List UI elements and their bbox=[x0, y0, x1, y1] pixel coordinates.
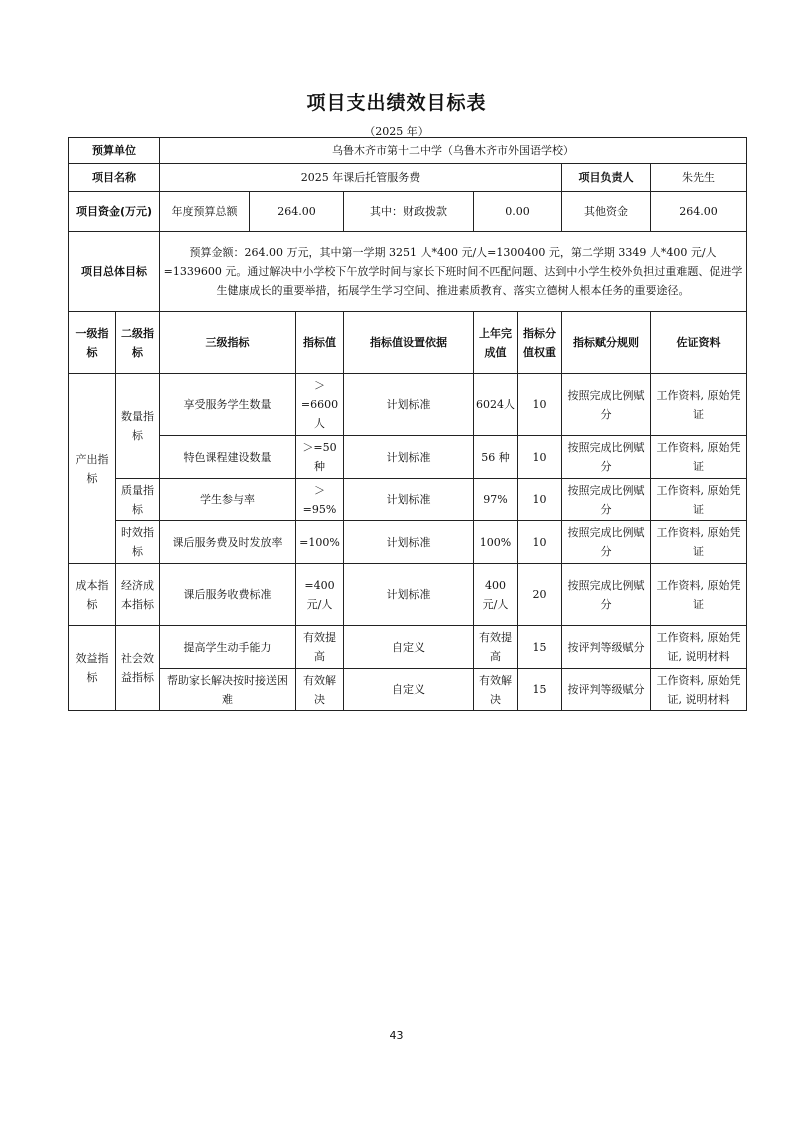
page-number: 43 bbox=[389, 1029, 404, 1042]
indicator-weight: 10 bbox=[518, 521, 562, 564]
header-basis: 指标值设置依据 bbox=[344, 312, 474, 374]
indicator-weight: 10 bbox=[518, 436, 562, 479]
budget-unit-row bbox=[69, 138, 747, 164]
header-level1: 一级指标 bbox=[69, 312, 116, 374]
project-name-row bbox=[69, 164, 747, 192]
group-quality: 质量指标 bbox=[116, 479, 160, 521]
budget-unit-value: 乌鲁木齐市第十二中学（乌鲁木齐市外国语学校） bbox=[160, 138, 747, 164]
indicator-basis: 自定义 bbox=[344, 626, 474, 669]
table-row bbox=[69, 626, 747, 669]
group-economic-cost: 经济成本指标 bbox=[116, 564, 160, 626]
table-row bbox=[69, 564, 747, 626]
indicator-weight: 10 bbox=[518, 374, 562, 436]
indicator-rule: 按照完成比例赋分 bbox=[562, 479, 651, 521]
header-last-year: 上年完成值 bbox=[474, 312, 518, 374]
indicator-weight: 15 bbox=[518, 626, 562, 669]
table-row bbox=[69, 374, 747, 436]
indicator-rule: 按照完成比例赋分 bbox=[562, 521, 651, 564]
project-owner-value: 朱先生 bbox=[651, 164, 747, 192]
page-title: 项目支出绩效目标表 bbox=[306, 92, 487, 114]
fiscal-label: 其中：财政拨款 bbox=[344, 192, 474, 232]
indicator-name: 提高学生动手能力 bbox=[160, 626, 296, 669]
table-row bbox=[69, 479, 747, 521]
table-row bbox=[69, 436, 747, 479]
group-output: 产出指标 bbox=[69, 374, 116, 564]
indicator-basis: 计划标准 bbox=[344, 479, 474, 521]
indicator-basis: 计划标准 bbox=[344, 436, 474, 479]
project-name-label: 项目名称 bbox=[69, 164, 160, 192]
indicator-name: 课后服务费及时发放率 bbox=[160, 521, 296, 564]
indicator-evidence: 工作资料, 原始凭证, 说明材料 bbox=[651, 626, 747, 669]
indicator-rule: 按评判等级赋分 bbox=[562, 626, 651, 669]
indicator-rule: 按照完成比例赋分 bbox=[562, 564, 651, 626]
indicator-evidence: 工作资料, 原始凭证 bbox=[651, 374, 747, 436]
indicator-last-year: 56 种 bbox=[474, 436, 518, 479]
overall-goal-row bbox=[69, 232, 747, 312]
indicator-value: ＞=6600人 bbox=[296, 374, 344, 436]
project-name-value: 2025 年课后托管服务费 bbox=[160, 164, 562, 192]
indicator-last-year: 有效解决 bbox=[474, 669, 518, 711]
group-cost: 成本指标 bbox=[69, 564, 116, 626]
indicator-last-year: 6024人 bbox=[474, 374, 518, 436]
table-row bbox=[69, 521, 747, 564]
header-level2: 二级指标 bbox=[116, 312, 160, 374]
indicator-value: =100% bbox=[296, 521, 344, 564]
fiscal-value: 0.00 bbox=[474, 192, 562, 232]
header-level3: 三级指标 bbox=[160, 312, 296, 374]
indicator-last-year: 100% bbox=[474, 521, 518, 564]
indicator-basis: 计划标准 bbox=[344, 374, 474, 436]
annual-total-value: 264.00 bbox=[250, 192, 344, 232]
indicator-evidence: 工作资料, 原始凭证 bbox=[651, 564, 747, 626]
indicator-name: 学生参与率 bbox=[160, 479, 296, 521]
header-value: 指标值 bbox=[296, 312, 344, 374]
group-benefit: 效益指标 bbox=[69, 626, 116, 711]
indicator-rule: 按照完成比例赋分 bbox=[562, 436, 651, 479]
group-quantity: 数量指标 bbox=[116, 374, 160, 479]
overall-goal-label: 项目总体目标 bbox=[69, 232, 160, 312]
indicator-value: 有效解决 bbox=[296, 669, 344, 711]
funds-label: 项目资金(万元) bbox=[69, 192, 160, 232]
year-label: （2025 年） bbox=[364, 125, 429, 138]
indicator-evidence: 工作资料, 原始凭证 bbox=[651, 436, 747, 479]
performance-table bbox=[68, 137, 747, 711]
indicator-last-year: 400 元/人 bbox=[474, 564, 518, 626]
indicator-weight: 20 bbox=[518, 564, 562, 626]
other-value: 264.00 bbox=[651, 192, 747, 232]
budget-unit-label: 预算单位 bbox=[69, 138, 160, 164]
indicator-basis: 自定义 bbox=[344, 669, 474, 711]
indicator-value: ＞=95% bbox=[296, 479, 344, 521]
table-row bbox=[69, 669, 747, 711]
indicator-rule: 按照完成比例赋分 bbox=[562, 374, 651, 436]
indicator-name: 享受服务学生数量 bbox=[160, 374, 296, 436]
indicator-value: =400元/人 bbox=[296, 564, 344, 626]
other-label: 其他资金 bbox=[562, 192, 651, 232]
indicator-last-year: 97% bbox=[474, 479, 518, 521]
overall-goal-text: 预算金额：264.00 万元，其中第一学期 3251 人*400 元/人=1300400 元，第二学期 3349 人*400 元/人=1339600 元。通过解决中小学校下午放学时间与家长下班时间不匹配问题、达到中小学生校外负担过重难题、促进学生健康成长的重要举措，拓展学生学习空间、推进素质教育、落实立德树人根本任务的重要途径。 bbox=[160, 232, 747, 312]
indicator-evidence: 工作资料, 原始凭证 bbox=[651, 521, 747, 564]
header-weight: 指标分值权重 bbox=[518, 312, 562, 374]
indicator-basis: 计划标准 bbox=[344, 564, 474, 626]
indicator-weight: 15 bbox=[518, 669, 562, 711]
header-evidence: 佐证资料 bbox=[651, 312, 747, 374]
indicator-value: 有效提高 bbox=[296, 626, 344, 669]
indicator-value: ＞=50种 bbox=[296, 436, 344, 479]
funds-row bbox=[69, 192, 747, 232]
indicator-evidence: 工作资料, 原始凭证 bbox=[651, 479, 747, 521]
indicator-name: 课后服务收费标准 bbox=[160, 564, 296, 626]
group-social-benefit: 社会效益指标 bbox=[116, 626, 160, 711]
header-row bbox=[69, 312, 747, 374]
group-timeliness: 时效指标 bbox=[116, 521, 160, 564]
annual-total-label: 年度预算总额 bbox=[160, 192, 250, 232]
indicator-name: 特色课程建设数量 bbox=[160, 436, 296, 479]
indicator-weight: 10 bbox=[518, 479, 562, 521]
project-owner-label: 项目负责人 bbox=[562, 164, 651, 192]
indicator-evidence: 工作资料, 原始凭证, 说明材料 bbox=[651, 669, 747, 711]
indicator-last-year: 有效提高 bbox=[474, 626, 518, 669]
indicator-name: 帮助家长解决按时接送困难 bbox=[160, 669, 296, 711]
indicator-rule: 按评判等级赋分 bbox=[562, 669, 651, 711]
indicator-basis: 计划标准 bbox=[344, 521, 474, 564]
header-rule: 指标赋分规则 bbox=[562, 312, 651, 374]
